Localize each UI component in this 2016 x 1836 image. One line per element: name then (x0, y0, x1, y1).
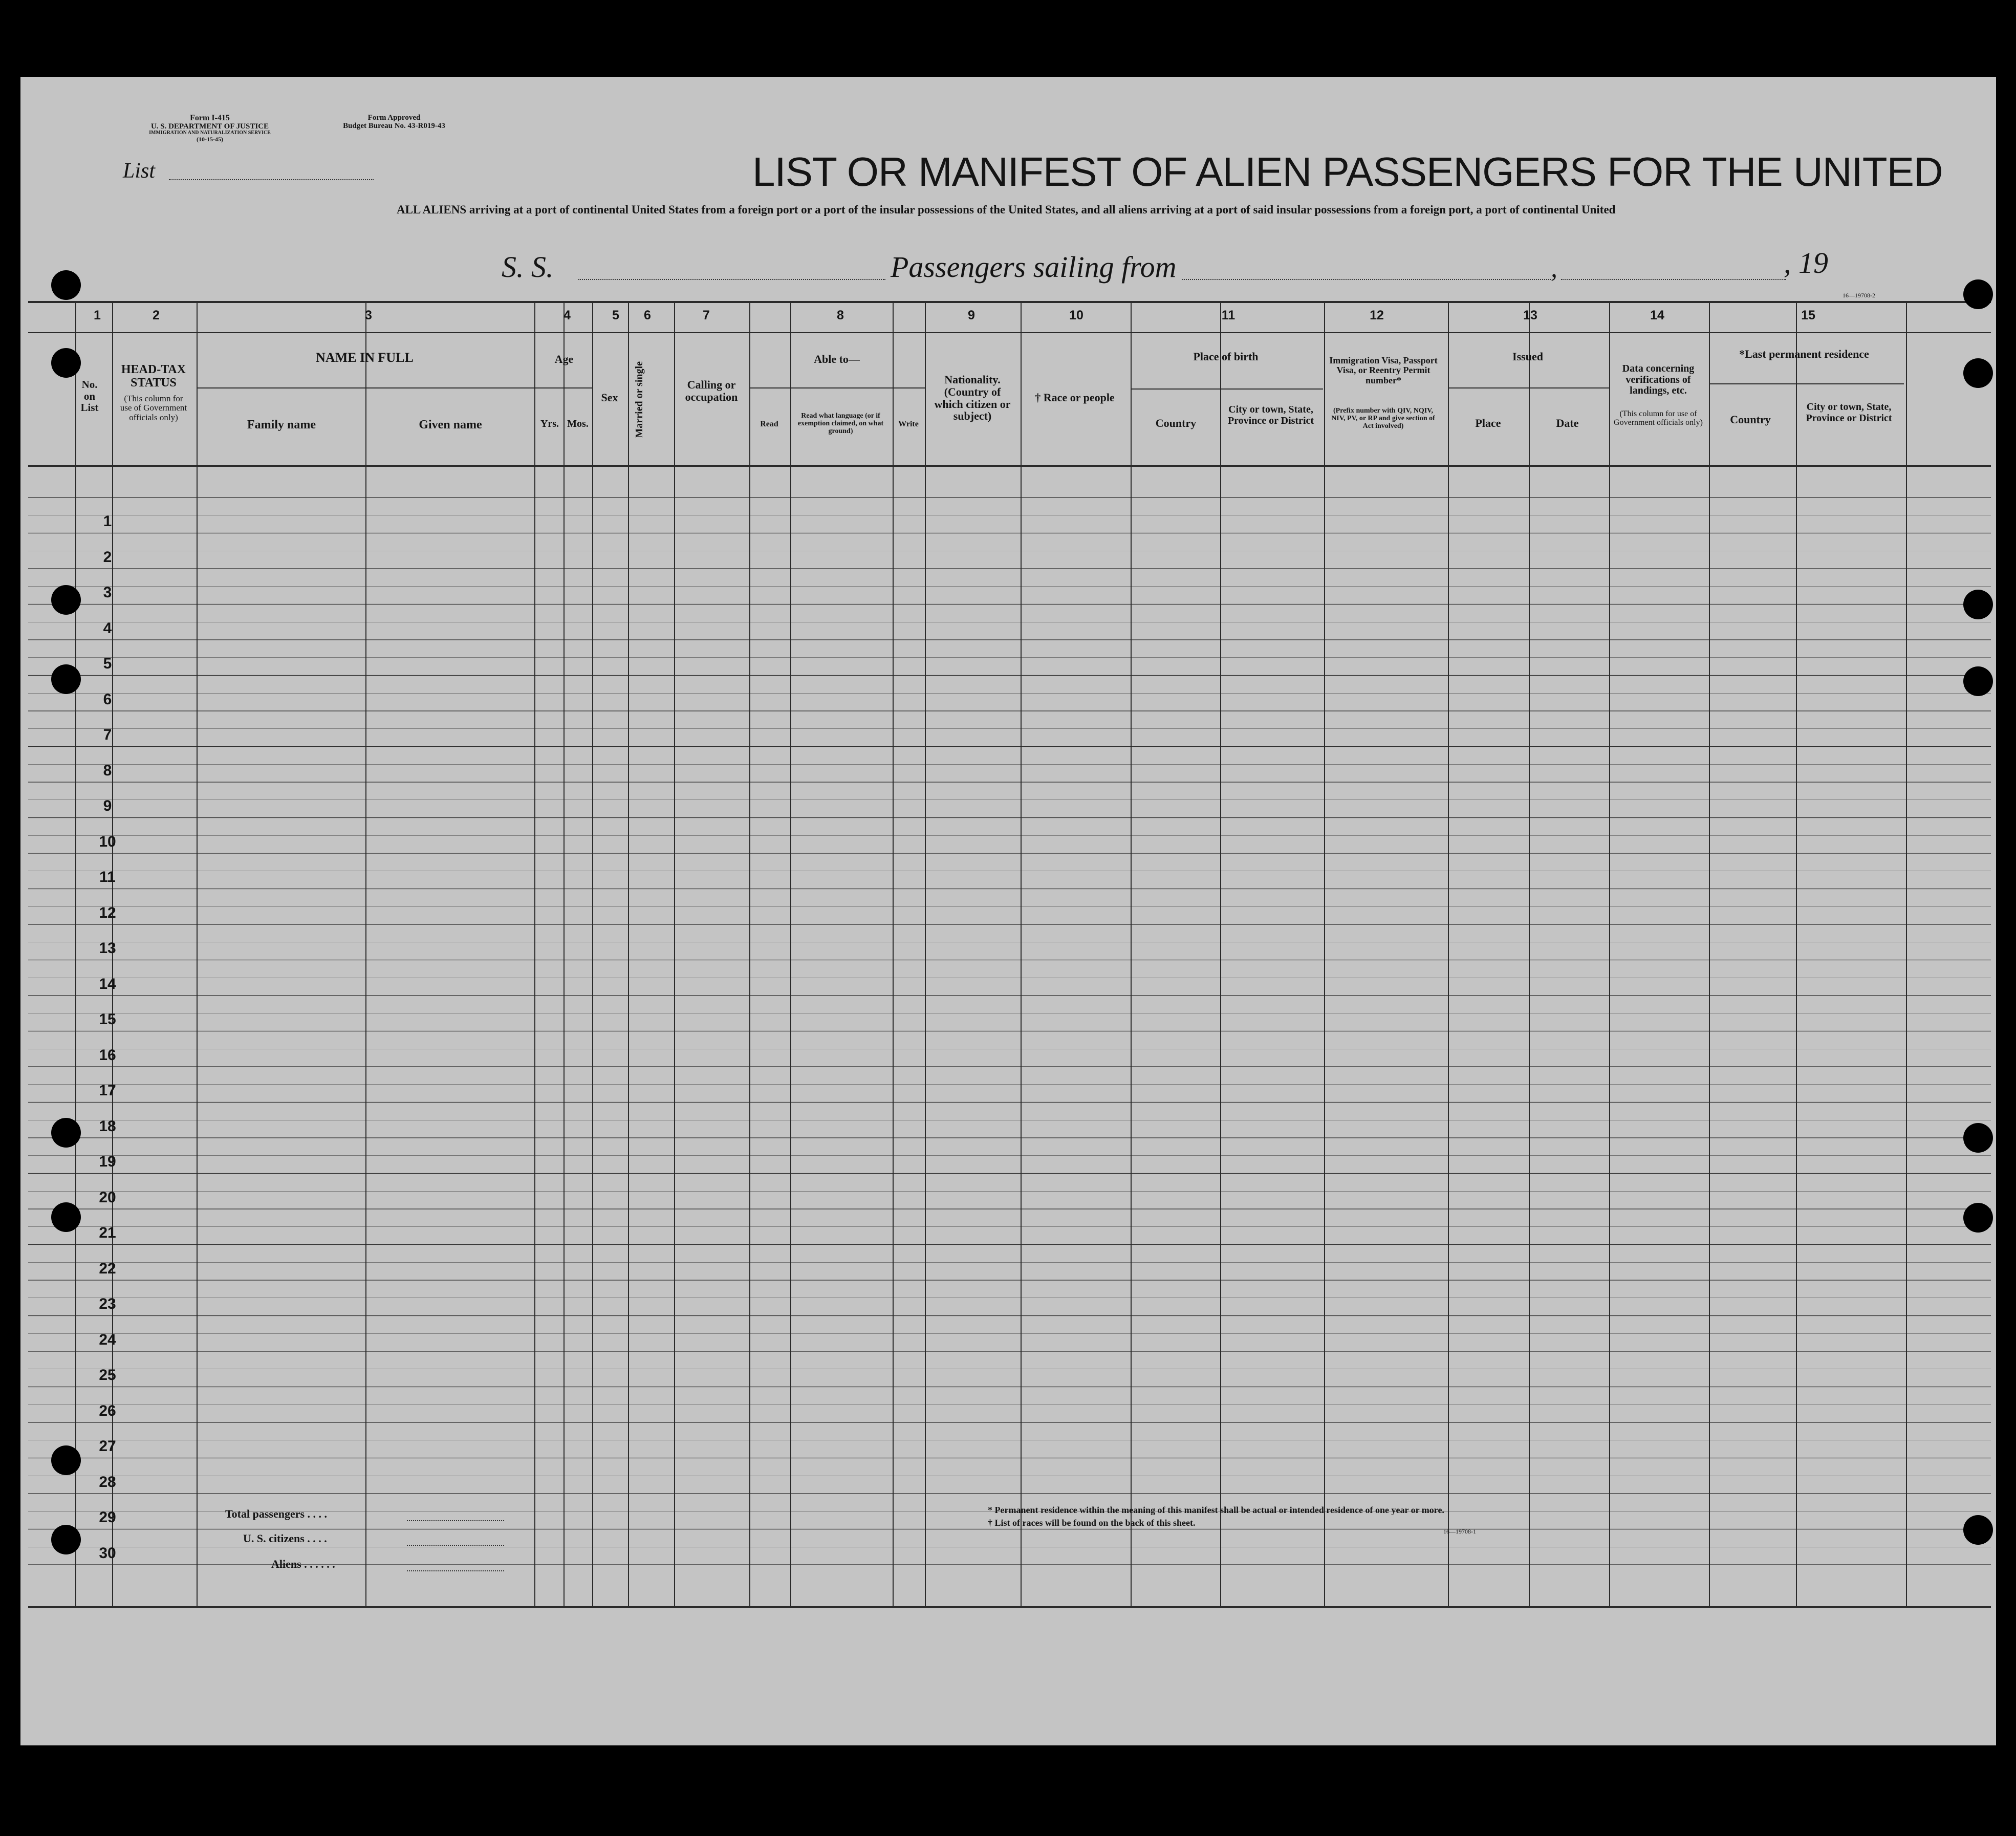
column-number-5: 5 (612, 308, 619, 322)
date-field[interactable] (1561, 279, 1786, 280)
header-able-to: Able to— (814, 353, 860, 365)
header-place-of-birth: Place of birth (1193, 350, 1259, 363)
service-name: IMMIGRATION AND NATURALIZATION SERVICE (149, 130, 271, 136)
aliens-field[interactable] (407, 1570, 504, 1571)
row-number-15: 15 (99, 1011, 116, 1028)
column-number-2: 2 (153, 308, 160, 322)
punch-hole (51, 270, 81, 300)
column-number-11: 11 (1221, 308, 1235, 322)
punch-hole (1963, 1123, 1993, 1153)
header-given-name: Given name (419, 418, 482, 431)
header-write: Write (898, 420, 919, 428)
year-prefix: , 19 (1784, 246, 1828, 279)
row-number-25: 25 (99, 1367, 116, 1384)
header-visa: Immigration Visa, Passport Visa, or Reentry Permit number* (1329, 355, 1438, 385)
row-number-18: 18 (99, 1117, 116, 1135)
header-residence-country: Country (1730, 413, 1771, 426)
aliens-label: Aliens . . . . . . (271, 1558, 335, 1570)
column-number-15: 15 (1801, 308, 1815, 322)
column-number-14: 14 (1650, 308, 1664, 322)
row-number-4: 4 (103, 619, 112, 637)
column-number-1: 1 (94, 308, 101, 322)
us-citizens-label: U. S. citizens . . . . (243, 1532, 327, 1545)
form-title: LIST OR MANIFEST OF ALIEN PASSENGERS FOR THE UNITED (752, 149, 1943, 195)
row-number-26: 26 (99, 1402, 116, 1419)
list-label: List (123, 159, 156, 183)
header-head-tax: HEAD-TAX STATUS (121, 363, 186, 390)
header-issued-date: Date (1556, 417, 1579, 429)
row-number-27: 27 (99, 1438, 116, 1455)
row-number-17: 17 (99, 1082, 116, 1099)
row-number-12: 12 (99, 904, 116, 921)
us-citizens-text: U. S. citizens (243, 1532, 305, 1545)
header-issued: Issued (1512, 350, 1543, 363)
punch-hole (51, 1445, 81, 1475)
row-number-9: 9 (103, 797, 112, 814)
total-passengers-label: Total passengers . . . . (225, 1507, 328, 1520)
instructions-text: arriving at a port of continental United States from a foreign port or a port of the insular possessions of the United States, and all aliens arriving at a port of said insular possessions from a foreign port, a port of continental United (469, 203, 1616, 216)
form-number: Form I-415 (190, 114, 230, 122)
header-nationality: Nationality. (Country of which citizen or subject) (934, 373, 1011, 423)
column-number-3: 3 (365, 308, 372, 322)
print-code-bottom: 16—19708-1 (1443, 1528, 1476, 1535)
punch-hole (51, 348, 81, 378)
ss-label: S. S. (502, 250, 554, 284)
header-race: † Race or people (1035, 391, 1115, 404)
row-number-22: 22 (99, 1260, 116, 1277)
header-married-single: Married or single (634, 361, 645, 438)
header-data-concerning: Data concerning verifications of landings, etc. (1622, 363, 1695, 397)
header-read: Read (760, 420, 778, 428)
row-number-8: 8 (103, 762, 112, 779)
ship-name-field[interactable] (578, 279, 885, 280)
punch-hole (1963, 279, 1993, 309)
punch-hole (1963, 1515, 1993, 1545)
column-number-4: 4 (563, 308, 571, 322)
row-number-24: 24 (99, 1331, 116, 1348)
header-birth-country: Country (1155, 417, 1197, 429)
row-number-3: 3 (103, 584, 112, 601)
instructions-lead: ALL ALIENS (397, 203, 467, 216)
row-number-28: 28 (99, 1473, 116, 1491)
row-number-16: 16 (99, 1046, 116, 1064)
header-name-in-full: NAME IN FULL (316, 350, 414, 365)
form-revision: (10-15-45) (197, 136, 223, 143)
row-number-23: 23 (99, 1295, 116, 1312)
punch-hole (51, 1525, 81, 1554)
print-code-top: 16—19708-2 (1842, 292, 1875, 299)
row-number-29: 29 (99, 1509, 116, 1526)
us-citizens-field[interactable] (407, 1545, 504, 1546)
punch-hole (1963, 358, 1993, 388)
row-number-7: 7 (103, 726, 112, 743)
header-family-name: Family name (247, 418, 316, 431)
punch-hole (1963, 666, 1993, 696)
punch-hole (51, 1118, 81, 1148)
header-birth-city: City or town, State, Province or District (1227, 404, 1314, 426)
row-number-21: 21 (99, 1224, 116, 1241)
header-months: Mos. (567, 418, 589, 429)
total-passengers-text: Total passengers (225, 1507, 305, 1520)
row-number-14: 14 (99, 975, 116, 992)
header-residence-city: City or town, State, Province or District (1806, 401, 1892, 424)
row-number-13: 13 (99, 940, 116, 957)
department-name: U. S. DEPARTMENT OF JUSTICE (150, 122, 269, 131)
header-last-residence: *Last permanent residence (1739, 348, 1869, 360)
footnote-races: † List of races will be found on the back of this sheet. (988, 1518, 1196, 1528)
total-passengers-field[interactable] (407, 1520, 504, 1521)
punch-hole (1963, 590, 1993, 619)
form-info (102, 114, 317, 143)
row-number-6: 6 (103, 690, 112, 708)
column-number-6: 6 (644, 308, 651, 322)
column-number-12: 12 (1370, 308, 1384, 322)
sailing-from-label: Passengers sailing from (891, 250, 1177, 284)
header-read-language: Read what language (or if exemption claimed, on what ground) (797, 412, 884, 436)
comma-separator: , (1551, 254, 1557, 283)
footnote-residence: * Permanent residence within the meaning of this manifest shall be actual or intended residence of one year or more. (988, 1505, 1444, 1515)
row-number-11: 11 (99, 869, 116, 885)
port-field[interactable] (1182, 279, 1551, 280)
row-number-2: 2 (103, 548, 112, 566)
form-approved: Form Approved (367, 114, 421, 122)
row-number-20: 20 (99, 1189, 116, 1206)
header-head-tax-note: (This column for use of Government officials only) (120, 394, 187, 422)
budget-number: Budget Bureau No. 43-R019-43 (343, 122, 445, 131)
aliens-text: Aliens (271, 1558, 301, 1570)
column-number-13: 13 (1523, 308, 1537, 322)
column-number-7: 7 (703, 308, 710, 322)
list-number-field[interactable] (169, 179, 374, 180)
column-number-9: 9 (968, 308, 975, 322)
header-calling: Calling or occupation (685, 378, 738, 403)
table-grid (20, 77, 1996, 1745)
header-sex: Sex (601, 391, 618, 404)
punch-hole (51, 664, 81, 694)
header-issued-place: Place (1475, 417, 1501, 429)
column-number-10: 10 (1069, 308, 1083, 322)
row-number-30: 30 (99, 1544, 116, 1562)
header-years: Yrs. (540, 418, 559, 429)
punch-hole (51, 1202, 81, 1232)
row-number-5: 5 (103, 655, 112, 672)
header-age: Age (554, 353, 574, 365)
header-data-note: (This column for use of Government officials only) (1614, 409, 1703, 427)
row-number-1: 1 (103, 513, 112, 530)
approval-info (317, 114, 471, 130)
punch-hole (51, 585, 81, 615)
header-visa-note: (Prefix number with QIV, NQIV, NIV, PV, or RP and give section of Act involved) (1331, 407, 1435, 430)
row-number-10: 10 (99, 833, 116, 850)
header-no-on-list: No. on List (80, 378, 99, 414)
row-number-19: 19 (99, 1153, 116, 1170)
manifest-sheet (20, 77, 1996, 1745)
column-number-8: 8 (837, 308, 844, 322)
form-instructions (397, 203, 1983, 217)
punch-hole (1963, 1203, 1993, 1233)
